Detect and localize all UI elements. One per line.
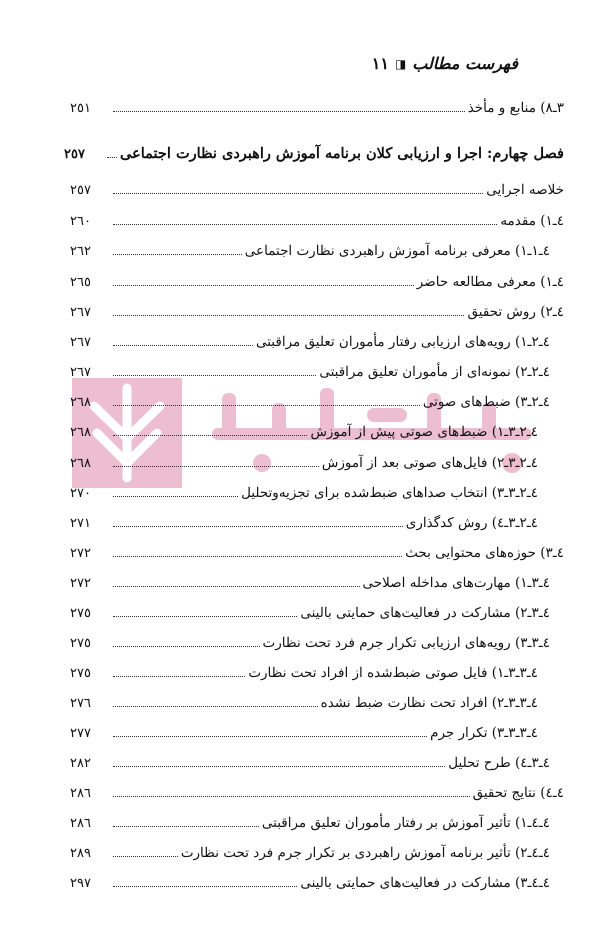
dot-leader (113, 435, 307, 436)
toc-entry-title: ٤ـ٣ـ٣ـ٢) افراد تحت نظارت ضبط نشده (320, 695, 538, 711)
page-header (372, 54, 518, 73)
dot-leader (113, 796, 470, 797)
dot-leader (113, 345, 253, 346)
toc-entry[interactable] (70, 418, 564, 440)
dot-leader (113, 616, 297, 617)
toc-entry[interactable] (70, 689, 564, 711)
toc-entry-page-number: ٢٦٧ (70, 365, 91, 380)
toc-entry[interactable] (70, 539, 564, 561)
toc-entry[interactable] (70, 839, 564, 861)
toc-entry[interactable] (70, 509, 564, 531)
dot-leader (113, 826, 259, 827)
toc-entry-title: ٣ـ٨) منابع و مأخذ (467, 100, 564, 116)
toc-entry-page-number: ٢٧٦ (70, 696, 91, 711)
toc-entry[interactable] (70, 719, 564, 741)
dot-leader (113, 556, 402, 557)
toc-entry-title: ٤ـ٣ـ١) مهارت‌های مداخله اصلاحی (362, 575, 550, 591)
toc-entry-page-number: ٢٦٨ (70, 395, 91, 410)
toc-entry-title: ٤ـ٤ـ١) تأثیر آموزش بر رفتار مأموران تعلیق مراقبتی (261, 815, 550, 831)
toc-entry[interactable] (70, 479, 564, 501)
dot-leader (113, 676, 245, 677)
toc-entry-page-number: ٢٥٧ (64, 147, 85, 162)
dot-leader (113, 706, 318, 707)
toc-entry[interactable] (70, 176, 564, 198)
toc-chapter-entry[interactable] (64, 140, 564, 162)
dot-leader (113, 496, 238, 497)
toc-entry-title: ٤ـ٢ـ٣ـ٣) انتخاب صداهای ضبط‌شده برای تجزیه‌وتحلیل (241, 485, 538, 501)
toc-entry-page-number: ٢٦٨ (70, 425, 91, 440)
toc-entry-title: فصل چهارم: اجرا و ارزیابی کلان برنامه آموزش راهبردی نظارت اجتماعی (120, 145, 564, 162)
toc-entry-title: ٤ـ٣) حوزه‌های محتوایی بحث (405, 545, 564, 561)
toc-entry-page-number: ٢٧٠ (70, 486, 91, 501)
dot-leader (113, 224, 497, 225)
toc-entry-title: ٤ـ٢ـ٢) نمونه‌ای از مأموران تعلیق مراقبتی (319, 364, 550, 380)
toc-entry-page-number: ٢٧٥ (70, 606, 91, 621)
toc-entry-title: ٤ـ٢) روش تحقیق (467, 304, 564, 320)
toc-entry[interactable] (70, 328, 564, 350)
toc-entry-page-number: ٢٧١ (70, 516, 91, 531)
toc-entry-title: خلاصه اجرایی (486, 182, 564, 198)
header-page-number: ١١ (371, 54, 389, 73)
toc-entry[interactable] (70, 569, 564, 591)
toc-entry-title: ٤ـ٣ـ٣) رویه‌های ارزیابی تکرار جرم فرد تحت نظارت (262, 635, 550, 651)
toc-entry[interactable] (70, 869, 564, 891)
toc-entry[interactable] (70, 268, 564, 290)
toc-entry-page-number: ٢٥١ (70, 101, 91, 116)
toc-entry-title: ٤ـ٣ـ٣ـ١) فایل صوتی ضبط‌شده از افراد تحت نظارت (248, 665, 538, 681)
toc-entry-page-number: ٢٦٢ (70, 244, 91, 259)
toc-entry[interactable] (70, 298, 564, 320)
toc-entry[interactable] (70, 629, 564, 651)
toc-entry-title: ٤ـ٣ـ٣ـ٣) تکرار جرم (430, 725, 538, 741)
dot-leader (113, 766, 445, 767)
toc-entry-title: ٤ـ٣ـ٤) طرح تحلیل (448, 755, 550, 771)
toc-entry-page-number: ٢٧٢ (70, 546, 91, 561)
toc-entry[interactable] (70, 779, 564, 801)
toc-entry-page-number: ٢٧٢ (70, 576, 91, 591)
dot-leader (113, 586, 360, 587)
toc-entry-page-number: ٢٨٩ (70, 846, 91, 861)
toc-entry[interactable] (70, 94, 564, 116)
toc-entry-title: ٤ـ٤) نتایج تحقیق (472, 785, 564, 801)
header-marker-icon: ◨ (394, 56, 407, 71)
toc-entry-page-number: ٢٦٧ (70, 305, 91, 320)
toc-entry-page-number: ٢٧٥ (70, 636, 91, 651)
toc-entry-title: ٤ـ١ـ١) معرفی برنامه آموزش راهبردی نظارت اجتماعی (244, 243, 550, 259)
header-title: فهرست مطالب (412, 54, 518, 73)
dot-leader (113, 886, 297, 887)
dot-leader (113, 856, 178, 857)
dot-leader (113, 405, 420, 406)
toc-entry-title: ٤ـ٢ـ٣ـ٢) فایل‌های صوتی بعد از آموزش (321, 455, 538, 471)
dot-leader (113, 526, 403, 527)
toc-entry-title: ٤ـ٢ـ٣) ضبط‌های صوتی (422, 394, 550, 410)
toc-entry[interactable] (70, 207, 564, 229)
toc-entry-page-number: ٢٦٠ (70, 214, 91, 229)
toc-entry-title: ٤ـ٤ـ٢) تأثیر برنامه آموزش راهبردی بر تکرار جرم فرد تحت نظارت (180, 845, 550, 861)
dot-leader (113, 285, 414, 286)
toc-entry-page-number: ٢٦٥ (70, 275, 91, 290)
toc-entry-page-number: ٢٨٦ (70, 816, 91, 831)
toc-entry[interactable] (70, 449, 564, 471)
toc-entry-page-number: ٢٨٦ (70, 786, 91, 801)
toc-entry-title: ٤ـ٢ـ١) رویه‌های ارزیابی رفتار مأموران تعلیق مراقبتی (255, 334, 550, 350)
dot-leader (113, 193, 483, 194)
dot-leader (113, 375, 316, 376)
dot-leader (113, 646, 260, 647)
dot-leader (113, 315, 464, 316)
toc-entry-page-number: ٢٨٢ (70, 756, 91, 771)
toc-entry[interactable] (70, 659, 564, 681)
dot-leader (113, 111, 465, 112)
toc-entry[interactable] (70, 388, 564, 410)
toc-entry-page-number: ٢٦٧ (70, 335, 91, 350)
toc-entry-page-number: ٢٦٨ (70, 456, 91, 471)
dot-leader (113, 254, 242, 255)
toc-entry-page-number: ٢٩٧ (70, 876, 91, 891)
toc-entry[interactable] (70, 599, 564, 621)
toc-entry[interactable] (70, 749, 564, 771)
toc-entry-page-number: ٢٥٧ (70, 183, 91, 198)
toc-entry[interactable] (70, 358, 564, 380)
toc-entry-title: ٤ـ٤ـ٣) مشارکت در فعالیت‌های حمایتی بالینی (300, 875, 550, 891)
toc-entry-page-number: ٢٧٥ (70, 666, 91, 681)
dot-leader (107, 157, 117, 158)
dot-leader (113, 466, 319, 467)
toc-entry-page-number: ٢٧٧ (70, 726, 91, 741)
toc-entry-title: ٤ـ٣ـ٢) مشارکت در فعالیت‌های حمایتی بالینی (300, 605, 550, 621)
dot-leader (113, 736, 427, 737)
toc-entry-title: ٤ـ٢ـ٣ـ١) ضبط‌های صوتی پیش از آموزش (310, 424, 538, 440)
toc-entry[interactable] (70, 809, 564, 831)
toc-entry-title: ٤ـ٢ـ٣ـ٤) روش کدگذاری (405, 515, 538, 531)
toc-entry[interactable] (70, 237, 564, 259)
toc-entry-title: ٤ـ١) معرفی مطالعه حاضر (416, 274, 564, 290)
toc-entry-title: ٤ـ١) مقدمه (500, 213, 564, 229)
